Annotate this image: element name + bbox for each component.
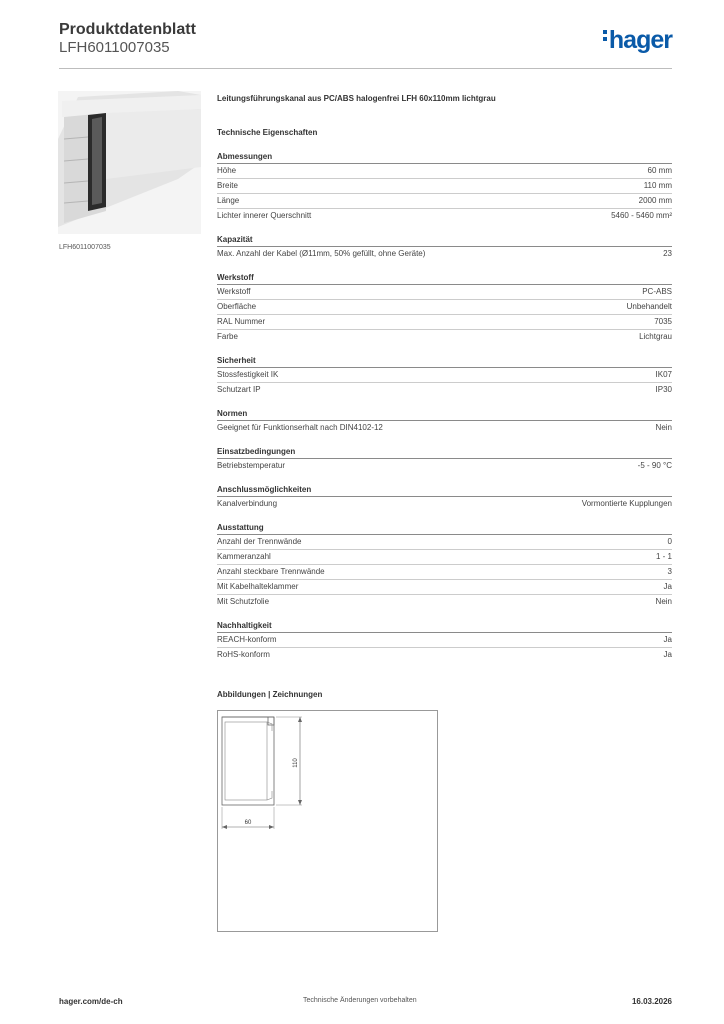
spec-label: Mit Kabelhalteklammer — [217, 582, 299, 591]
spec-value: 110 mm — [643, 181, 672, 190]
section-title: Anschlussmöglichkeiten — [217, 485, 672, 497]
spec-value: IK07 — [655, 370, 672, 379]
footer-note: Technische Änderungen vorbehalten — [303, 997, 417, 1004]
spec-row — [217, 315, 672, 330]
drawing-width-label: 60 — [244, 820, 252, 826]
spec-label: Länge — [217, 196, 240, 205]
spec-row — [217, 194, 672, 209]
spec-value: PC-ABS — [642, 287, 672, 296]
spec-row — [217, 421, 672, 435]
product-number: LFH6011007035 — [59, 39, 170, 56]
spec-value: 23 — [663, 249, 672, 258]
technical-drawing — [217, 710, 438, 932]
spec-row — [217, 368, 672, 383]
spec-label: Mit Schutzfolie — [217, 597, 270, 606]
spec-value: Lichtgrau — [639, 332, 672, 341]
footer-date: 16.03.2026 — [631, 997, 672, 1006]
spec-label: Oberfläche — [217, 302, 257, 311]
spec-section — [217, 621, 672, 662]
spec-label: Werkstoff — [217, 287, 251, 296]
spec-label: Anzahl der Trennwände — [217, 537, 302, 546]
logo-dots-icon — [603, 30, 608, 44]
spec-value: Ja — [663, 635, 672, 644]
technical-properties-heading: Technische Eigenschaften — [217, 128, 318, 137]
product-image — [58, 91, 201, 234]
spec-value: 60 mm — [647, 166, 672, 175]
section-title: Einsatzbedingungen — [217, 447, 672, 459]
spec-label: Kammeranzahl — [217, 552, 271, 561]
spec-value: 3 — [667, 567, 672, 576]
footer-website[interactable]: hager.com/de-ch — [59, 997, 123, 1006]
spec-value: Unbehandelt — [626, 302, 672, 311]
section-title: Sicherheit — [217, 356, 672, 368]
spec-section — [217, 447, 672, 473]
spec-row — [217, 633, 672, 648]
spec-row — [217, 497, 672, 511]
section-title: Ausstattung — [217, 523, 672, 535]
spec-row — [217, 247, 672, 261]
spec-row — [217, 565, 672, 580]
spec-row — [217, 550, 672, 565]
product-description: Leitungsführungskanal aus PC/ABS halogenfrei LFH 60x110mm lichtgrau — [217, 94, 496, 103]
spec-section — [217, 356, 672, 397]
spec-value: 5460 - 5460 mm² — [611, 211, 672, 220]
content-column — [217, 94, 672, 662]
section-title: Abmessungen — [217, 152, 672, 164]
spec-section — [217, 485, 672, 511]
spec-value: Vormontierte Kupplungen — [581, 499, 672, 508]
spec-row — [217, 179, 672, 194]
drawings-heading: Abbildungen | Zeichnungen — [217, 690, 323, 699]
spec-label: Kanalverbindung — [217, 499, 278, 508]
spec-value: Nein — [655, 597, 672, 606]
section-title: Kapazität — [217, 235, 672, 247]
drawing-height-label: 110 — [293, 758, 299, 768]
spec-row — [217, 535, 672, 550]
spec-row — [217, 580, 672, 595]
spec-label: REACH-konform — [217, 635, 277, 644]
spec-row — [217, 209, 672, 223]
spec-value: Ja — [663, 650, 672, 659]
spec-section — [217, 409, 672, 435]
spec-row — [217, 330, 672, 344]
spec-label: Schutzart IP — [217, 385, 261, 394]
spec-label: Geeignet für Funktionserhalt nach DIN4102-12 — [217, 423, 383, 432]
spec-row — [217, 383, 672, 397]
spec-label: RAL Nummer — [217, 317, 266, 326]
spec-value: 0 — [667, 537, 672, 546]
spec-row — [217, 595, 672, 609]
spec-label: Lichter innerer Querschnitt — [217, 211, 312, 220]
spec-label: Max. Anzahl der Kabel (Ø11mm, 50% gefüllt, ohne Geräte) — [217, 249, 426, 258]
image-caption: LFH6011007035 — [59, 244, 111, 251]
header-divider — [59, 68, 672, 69]
spec-section — [217, 273, 672, 344]
hager-logo — [603, 26, 672, 55]
spec-label: Höhe — [217, 166, 237, 175]
spec-value: 1 - 1 — [655, 552, 672, 561]
spec-label: Breite — [217, 181, 238, 190]
section-title: Werkstoff — [217, 273, 672, 285]
spec-value: -5 - 90 °C — [637, 461, 672, 470]
spec-row — [217, 300, 672, 315]
spec-row — [217, 648, 672, 662]
spec-value: 2000 mm — [638, 196, 672, 205]
section-title: Nachhaltigkeit — [217, 621, 672, 633]
spec-section — [217, 235, 672, 261]
spec-label: RoHS-konform — [217, 650, 270, 659]
spec-value: IP30 — [655, 385, 672, 394]
spec-row — [217, 164, 672, 179]
spec-value: 7035 — [654, 317, 672, 326]
logo-text: hager — [608, 26, 672, 54]
spec-section — [217, 523, 672, 609]
spec-row — [217, 285, 672, 300]
spec-sections — [217, 152, 672, 662]
spec-value: Nein — [655, 423, 672, 432]
section-title: Normen — [217, 409, 672, 421]
spec-value: Ja — [663, 582, 672, 591]
spec-section — [217, 152, 672, 223]
spec-label: Farbe — [217, 332, 238, 341]
spec-label: Anzahl steckbare Trennwände — [217, 567, 325, 576]
page-title: Produktdatenblatt — [59, 21, 196, 38]
spec-label: Stossfestigkeit IK — [217, 370, 279, 379]
spec-row — [217, 459, 672, 473]
spec-label: Betriebstemperatur — [217, 461, 286, 470]
